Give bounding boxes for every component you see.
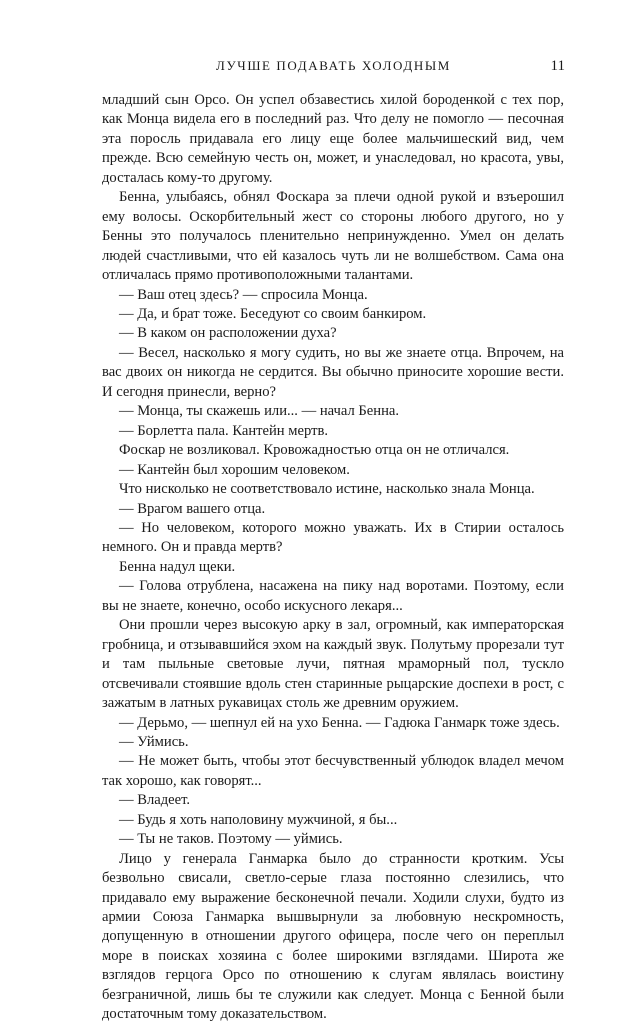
running-head — [102, 58, 565, 78]
dialogue-line: — Голова отрублена, насажена на пику над воротами. Поэтому, если вы не знаете, конечно, особо искусного лекаря... — [102, 578, 564, 614]
running-title: ЛУЧШЕ ПОДАВАТЬ ХОЛОДНЫМ — [216, 58, 451, 73]
dialogue-line: — Весел, насколько я могу судить, но вы же знаете отца. Впрочем, на вас двоих он никогда не сердится. Вы обычно приносите хорошие вести. И сегодня принесли, верно? — [102, 344, 564, 400]
dialogue-line: — Владеет. — [119, 792, 191, 809]
page-number: 11 — [550, 58, 565, 74]
dialogue-line: — Дерьмо, — шепнул ей на ухо Бенна. — Гадюка Ганмарк тоже здесь. — [119, 714, 560, 731]
dialogue-line: — В каком он расположении духа? — [119, 325, 337, 342]
dialogue-line: — Не может быть, чтобы этот бесчувственный ублюдок владел мечом так хорошо, как говорят... — [102, 753, 564, 789]
paragraph: Что нисколько не соответствовало истине, насколько знала Монца. — [119, 481, 535, 498]
dialogue-line: — Будь я хоть наполовину мужчиной, я бы... — [119, 811, 398, 828]
paragraph: Они прошли через высокую арку в зал, огромный, как императорская гробница, и отзывавшийся эхом на каждый звук. Полутьму прорезали тут и там пыльные световые лучи, пятная мраморный пол, тускло отсвечивали стоявшие вдоль стен старинные рыцарские доспехи в рост, с зажатым в латных рукавицах столь же древним оружием. — [102, 617, 564, 712]
dialogue-line: — Ты не таков. Поэтому — уймись. — [119, 831, 343, 848]
paragraph: Бенна надул щеки. — [119, 558, 236, 575]
text-body — [102, 91, 564, 1025]
paragraph: Бенна, улыбаясь, обнял Фоскара за плечи одной рукой и взъерошил ему волосы. Оскорбительный жест со стороны любого другого, но у Бенны это получалось пленительно непринужденно. Умел он делать людей счастливыми, что ей казалось чуть ли не волшебством. Сама она отличалась прямо противоположными талантами. — [102, 189, 564, 284]
paragraph: Лицо у генерала Ганмарка было до странности кротким. Усы безвольно свисали, светло-серые глаза постоянно слезились, что придавало ему выражение бесконечной печали. Ходили слухи, будто из армии Союза Ганмарка вышвырнули за любовную нескромность, допущенную в отношении другого офицера, после чего он переплыл море в поисках хозяина с более широкими взглядами. Широта же взглядов герцога Орсо по отношению к слугам являлась воистину безграничной, лишь бы те служили как следует. Монца с Бенной были достаточным тому доказательством. — [102, 850, 564, 1023]
dialogue-line: — Ваш отец здесь? — спросила Монца. — [119, 286, 368, 303]
dialogue-line: — Уймись. — [119, 733, 189, 750]
paragraph: Фоскар не возликовал. Кровожадностью отца он не отличался. — [119, 442, 510, 459]
dialogue-line: — Врагом вашего отца. — [119, 500, 266, 517]
paragraph: младший сын Орсо. Он успел обзавестись хилой бороденкой с тех пор, как Монца видела его в последний раз. Что делу не помогло — песочная эта поросль придавала его лицу еще более мальчишеский вид, чем прежде. Всю семейную честь он, может, и унаследовал, но красота, увы, досталась кому-то другому. — [102, 92, 564, 186]
dialogue-line: — Монца, ты скажешь или... — начал Бенна. — [119, 403, 400, 420]
dialogue-line: — Но человеком, которого можно уважать. Их в Стирии осталось немного. Он и правда мертв? — [102, 519, 564, 556]
dialogue-line: — Кантейн был хорошим человеком. — [119, 461, 350, 478]
dialogue-line: — Да, и брат тоже. Беседуют со своим банкиром. — [119, 305, 427, 322]
dialogue-line: — Борлетта пала. Кантейн мертв. — [119, 422, 329, 439]
